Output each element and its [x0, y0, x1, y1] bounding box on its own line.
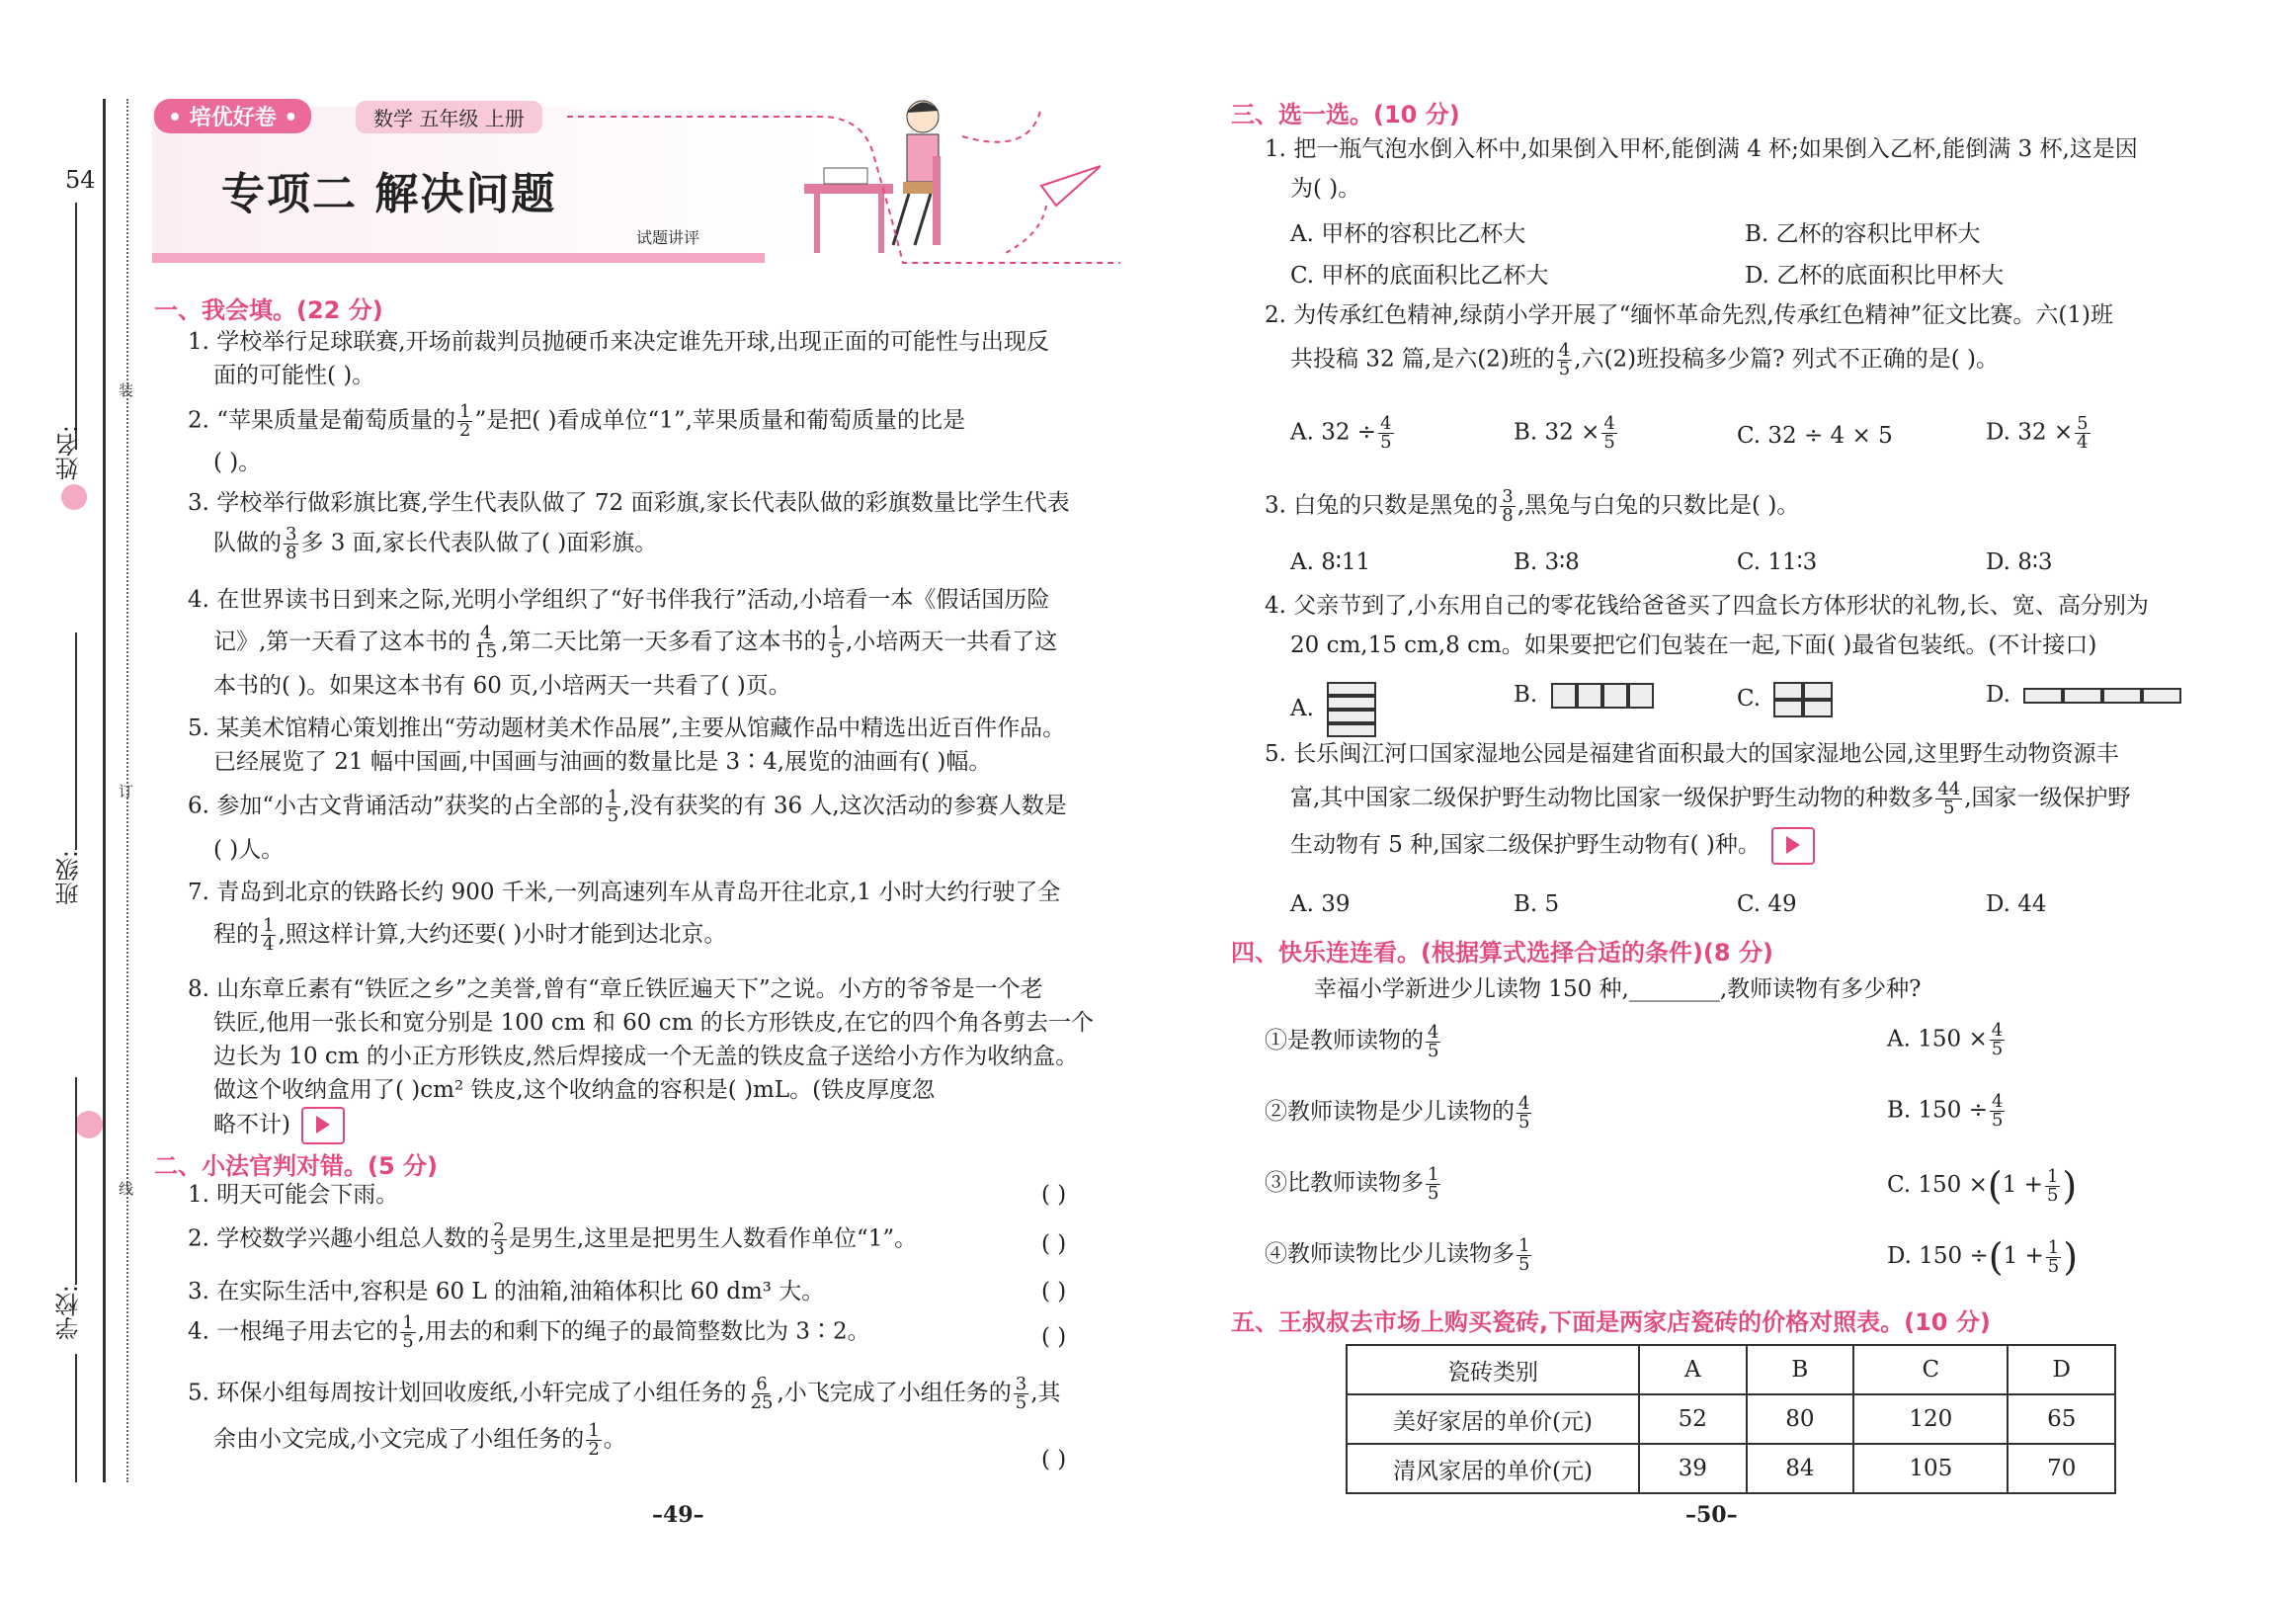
table-row	[1347, 1394, 2115, 1444]
fraction-3-8: $\frac{3}{8}$	[286, 524, 297, 563]
grid-boxes-icon	[1773, 682, 1833, 717]
name-field[interactable]	[51, 425, 86, 484]
school-field[interactable]	[51, 1285, 86, 1344]
s1-q6: 6. 参加“小古文背诵活动”获奖的占全部的 $\frac{1}{5}$ ,没有获奖的有 36 人,这次活动的参赛人数是 ( )人。	[188, 787, 1067, 863]
s1-q1	[188, 325, 1049, 392]
s1-q2	[188, 403, 965, 479]
table-header-row	[1347, 1345, 2115, 1394]
table-cell: 84	[1747, 1444, 1854, 1493]
page-title: 专项二 解决问题	[221, 169, 557, 219]
s4-expression-d[interactable]: D. 150 ÷(1 + $\frac{1}{5}$ )	[1887, 1235, 2079, 1279]
fraction-1-5-c4: $\frac{1}{5}$	[1518, 1234, 1530, 1275]
s3-q2-option-c[interactable]: C. 32 ÷ 4 × 5	[1737, 423, 1893, 449]
section5-title: 五、王叔叔去市场上购买瓷砖,下面是两家店瓷砖的价格对照表。(10 分)	[1231, 1308, 1991, 1336]
bind-char-2: 订	[119, 783, 134, 800]
fraction-4-5: $\frac{4}{5}$	[1558, 340, 1571, 379]
s1-q5: 5. 某美术馆精心策划推出“劳动题材美术作品展”,主要从馆藏作品中精选出近百件作品。 已经展览了 21 幅中国画,中国画与油画的数量比是 3∶4,展览的油画有( )幅。	[188, 715, 1066, 775]
pink-dot	[61, 484, 87, 510]
section3-title: 三、选一选。(10 分)	[1231, 101, 1460, 128]
s2-q2-answer[interactable]: ( )	[1041, 1231, 1067, 1257]
s2-q5-answer[interactable]: ( )	[1041, 1447, 1067, 1472]
s3-q4: 4. 父亲节到了,小东用自己的零花钱给爸爸买了四盒长方体形状的礼物,长、宽、高分别为 20 cm,15 cm,8 cm。如果要把它们包装在一起,下面( )最省包装纸。(不计接口)	[1265, 593, 2149, 658]
s2-q2: 2. 学校数学兴趣小组总人数的 $\frac{2}{3}$ 是男生,这里是把男生人数看作单位“1”。	[188, 1219, 918, 1259]
fraction-44-5: $\frac{44}{5}$	[1937, 779, 1961, 818]
section1-title: 一、我会填。(22 分)	[154, 296, 383, 324]
table-cell: 39	[1639, 1444, 1747, 1493]
s3-q4-option-c[interactable]: C.	[1737, 682, 1833, 717]
fraction-1-2: $\frac{1}{2}$	[459, 401, 471, 441]
fraction-4-5-ea: $\frac{4}{5}$	[1991, 1020, 2004, 1059]
fraction-1-5-b: $\frac{1}{5}$	[607, 787, 619, 826]
s3-q1-option-b[interactable]: B. 乙杯的容积比甲杯大	[1745, 221, 1981, 247]
dashed-path-decoration	[567, 105, 1120, 268]
fraction-4-5-b: $\frac{4}{5}$	[1603, 413, 1615, 453]
s3-q5-option-a[interactable]: A. 39	[1290, 891, 1351, 917]
stacked-boxes-icon	[1327, 682, 1376, 737]
s1-q4-line3: 本书的( )。如果这本书有 60 页,小培两天一共看了( )页。	[213, 673, 791, 699]
section2-title: 二、小法官判对错。(5 分)	[154, 1152, 438, 1180]
video-play-icon[interactable]	[301, 1107, 345, 1144]
s3-q4-option-d[interactable]: D.	[1986, 682, 2181, 708]
s3-q3-option-a[interactable]: A. 8∶11	[1290, 549, 1371, 575]
s1-q4-line2: 记》,第一天看了这本书的 $\frac{4}{15}$ ,第二天比第一天多看了这本书的 $\frac{1}{5}$ ,小培两天一共看了这	[213, 623, 1058, 662]
s3-q2-option-d[interactable]: D. 32 × $\frac{5}{4}$	[1986, 413, 2089, 453]
s4-expression-a[interactable]: A. 150 × $\frac{4}{5}$	[1887, 1020, 2004, 1059]
fraction-4-5-c1: $\frac{4}{5}$	[1428, 1021, 1439, 1061]
table-cell: 清风家居的单价(元)	[1347, 1444, 1639, 1493]
s2-q1: 1. 明天可能会下雨。	[188, 1182, 399, 1208]
section4-title: 四、快乐连连看。(根据算式选择合适的条件)(8 分)	[1231, 939, 1773, 967]
table-row	[1347, 1444, 2115, 1493]
s2-q5: 5. 环保小组每周按计划回收废纸,小轩完成了小组任务的 $\frac{6}{25}$ ,小飞完成了小组任务的 $\frac{3}{5}$ ,其 余由小文完成,小文完成了小组任务的 $\frac{1}{2}$ 。	[188, 1374, 1061, 1460]
long-row-boxes-icon	[2023, 688, 2181, 704]
s1-q7: 7. 青岛到北京的铁路长约 900 千米,一列高速列车从青岛开往北京,1 小时大约行驶了全 程的 $\frac{1}{4}$ ,照这样计算,大约还要( )小时才能到达北京。	[188, 880, 1061, 955]
s2-q4: 4. 一根绳子用去它的 $\frac{1}{5}$ ,用去的和剩下的绳子的最简整数比为 3∶2。	[188, 1312, 870, 1352]
s2-q3-answer[interactable]: ( )	[1041, 1279, 1067, 1304]
table-header-cell: 瓷砖类别	[1347, 1345, 1639, 1394]
fraction-5-4: $\frac{5}{4}$	[2077, 413, 2089, 453]
table-cell: 105	[1853, 1444, 2008, 1493]
table-cell: 80	[1747, 1394, 1854, 1444]
school-label: 学校:	[55, 1285, 83, 1341]
header-banner	[152, 97, 1110, 265]
video-play-icon-2[interactable]	[1771, 827, 1815, 865]
s3-q4-option-b[interactable]: B.	[1514, 682, 1654, 709]
s3-q5-option-c[interactable]: C. 49	[1737, 891, 1797, 917]
s3-q1: 1. 把一瓶气泡水倒入杯中,如果倒入甲杯,能倒满 4 杯;如果倒入乙杯,能倒满 3 杯,这是因 为( )。	[1265, 136, 2138, 202]
table-header-cell: A	[1639, 1345, 1747, 1394]
s1-q2-part2: ”是把( )看成单位“1”,苹果质量和葡萄质量的比是	[474, 407, 965, 434]
s3-q1-option-c[interactable]: C. 甲杯的底面积比乙杯大	[1290, 263, 1549, 289]
fraction-3-5: $\frac{3}{5}$	[1015, 1374, 1027, 1413]
s3-q5: 5. 长乐闽江河口国家湿地公园是福建省面积最大的国家湿地公园,这里野生动物资源丰 富,其中国家二级保护野生动物比国家一级保护野生动物的种数多 $\frac{44}{5}$ ,国家一级保护野 生动物有 5 种,国家二级保护野生动物有( )种。	[1265, 737, 2131, 865]
s4-stem: 幸福小学新进少儿读物 150 种,________,教师读物有多少种?	[1314, 976, 1922, 1002]
table-header-cell: B	[1747, 1345, 1854, 1394]
footer-left-page: –49–	[652, 1502, 704, 1528]
s1-q3-line1: 3. 学校举行做彩旗比赛,学生代表队做了 72 面彩旗,家长代表队做的彩旗数量比学生代表	[188, 490, 1070, 516]
fraction-4-5-c2: $\frac{4}{5}$	[1518, 1092, 1530, 1133]
fraction-4-5-a: $\frac{4}{5}$	[1380, 413, 1392, 453]
class-underline	[75, 632, 77, 850]
s4-expression-b[interactable]: B. 150 ÷ $\frac{4}{5}$	[1887, 1091, 2004, 1131]
s3-q2-option-a[interactable]: A. 32 ÷ $\frac{4}{5}$	[1290, 413, 1392, 453]
video-label[interactable]: 试题讲评	[636, 228, 700, 247]
s3-q5-option-b[interactable]: B. 5	[1514, 891, 1560, 917]
table-header-cell: D	[2008, 1345, 2115, 1394]
s4-condition-3[interactable]: ③比教师读物多 $\frac{1}{5}$	[1265, 1163, 1439, 1204]
table-cell: 美好家居的单价(元)	[1347, 1394, 1639, 1444]
s3-q4-option-a[interactable]: A.	[1290, 682, 1376, 737]
fraction-1-5-c3: $\frac{1}{5}$	[1428, 1163, 1439, 1204]
class-label: 班级:	[55, 850, 83, 906]
pink-dot-2	[75, 1111, 103, 1138]
fraction-1-2-b: $\frac{1}{2}$	[588, 1420, 600, 1460]
fraction-4-15: $\frac{4}{15}$	[474, 623, 498, 662]
fraction-3-8-b: $\frac{3}{8}$	[1502, 486, 1514, 526]
s1-q4	[188, 583, 1057, 703]
subject-tag: 数学 五年级 上册	[356, 101, 542, 133]
s3-q2-option-b[interactable]: B. 32 × $\frac{4}{5}$	[1514, 413, 1615, 453]
table-header-cell: C	[1853, 1345, 2008, 1394]
fraction-1-5-ec: $\frac{1}{5}$	[2046, 1165, 2059, 1206]
fraction-1-5-c: $\frac{1}{5}$	[402, 1312, 414, 1352]
s1-q8: 8. 山东章丘素有“铁匠之乡”之美誉,曾有“章丘铁匠遍天下”之说。小方的爷爷是一个老 铁匠,他用一张长和宽分别是 100 cm 和 60 cm 的长方形铁皮,在它的四个角各剪去一个 边长为 10 cm 的小正方形铁皮,然后焊接成一个无盖的铁皮盒子送给小方作为收纳盒。 做这个收纳盒用了( )cm² 铁皮,这个收纳盒的容积是( )mL。(铁皮厚度忽 略不计)	[188, 972, 1094, 1144]
fraction-6-25: $\frac{6}{25}$	[750, 1374, 774, 1413]
s3-q5-option-d[interactable]: D. 44	[1986, 891, 2047, 917]
s3-q2: 2. 为传承红色精神,绿荫小学开展了“缅怀革命先烈,传承红色精神”征文比赛。六(1)班 共投稿 32 篇,是六(2)班的 $\frac{4}{5}$ ,六(2)班投稿多少篇? 列式不正确的是( )。	[1265, 302, 2113, 379]
fraction-2-3: $\frac{2}{3}$	[493, 1219, 505, 1259]
s3-q3-option-d[interactable]: D. 8∶3	[1986, 549, 2053, 575]
table-cell: 70	[2008, 1444, 2115, 1493]
badge: • 培优好卷 •	[154, 99, 311, 133]
s1-q3	[188, 486, 1070, 562]
s4-expression-c[interactable]: C. 150 ×(1 + $\frac{1}{5}$ )	[1887, 1164, 2078, 1208]
s3-q3-option-b[interactable]: B. 3∶8	[1514, 549, 1580, 575]
fraction-1-5-ed: $\frac{1}{5}$	[2047, 1236, 2060, 1277]
side-by-side-boxes-icon	[1551, 683, 1654, 709]
s1-q2-part1: 2. “苹果质量是葡萄质量的	[188, 407, 456, 434]
table-cell: 52	[1639, 1394, 1747, 1444]
s3-q3-option-c[interactable]: C. 11∶3	[1737, 549, 1818, 575]
school-underline	[75, 1077, 77, 1285]
s3-q1-option-d[interactable]: D. 乙杯的底面积比甲杯大	[1745, 263, 2005, 289]
s4-condition-4[interactable]: ④教师读物比少儿读物多 $\frac{1}{5}$	[1265, 1234, 1530, 1275]
fraction-1-4: $\frac{1}{4}$	[263, 915, 275, 955]
school-underline-2	[75, 1354, 77, 1482]
fraction-1-5: $\frac{1}{5}$	[830, 623, 842, 662]
s2-q4-answer[interactable]: ( )	[1041, 1324, 1067, 1350]
binding-line	[103, 99, 106, 1482]
table-cell: 65	[2008, 1394, 2115, 1444]
s4-condition-1[interactable]: ①是教师读物的 $\frac{4}{5}$	[1265, 1021, 1439, 1061]
s2-q3: 3. 在实际生活中,容积是 60 L 的油箱,油箱体积比 60 dm³ 大。	[188, 1279, 825, 1304]
footer-right-page: –50–	[1685, 1502, 1738, 1528]
table-cell: 120	[1853, 1394, 2008, 1444]
s1-q3-line2: 队做的 $\frac{3}{8}$ 多 3 面,家长代表队做了( )面彩旗。	[213, 524, 658, 563]
bind-char-3: 线	[119, 1180, 134, 1198]
s3-q1-option-a[interactable]: A. 甲杯的容积比乙杯大	[1290, 221, 1526, 247]
s1-q2-line2: ( )。	[213, 450, 262, 475]
name-label: 姓名:	[55, 425, 83, 481]
page-number-underline	[75, 203, 77, 450]
s1-q1-line1: 1. 学校举行足球联赛,开场前裁判员抛硬币来决定谁先开球,出现正面的可能性与出现反	[188, 329, 1049, 355]
fraction-4-5-eb: $\frac{4}{5}$	[1992, 1091, 2004, 1131]
s1-q4-line1: 4. 在世界读书日到来之际,光明小学组织了“好书伴我行”活动,小培看一本《假话国历险	[188, 587, 1050, 613]
class-field[interactable]	[51, 850, 86, 909]
s3-q3: 3. 白兔的只数是黑兔的 $\frac{3}{8}$ ,黑兔与白兔的只数比是( )。	[1265, 486, 1800, 526]
bind-char-1: 装	[119, 381, 134, 399]
s1-q1-line2: 面的可能性( )。	[213, 363, 375, 388]
s4-condition-2[interactable]: ②教师读物是少儿读物的 $\frac{4}{5}$	[1265, 1092, 1530, 1133]
page-number-side: 54	[65, 166, 96, 194]
s2-q1-answer[interactable]: ( )	[1041, 1182, 1067, 1208]
tile-price-table	[1346, 1344, 2116, 1494]
